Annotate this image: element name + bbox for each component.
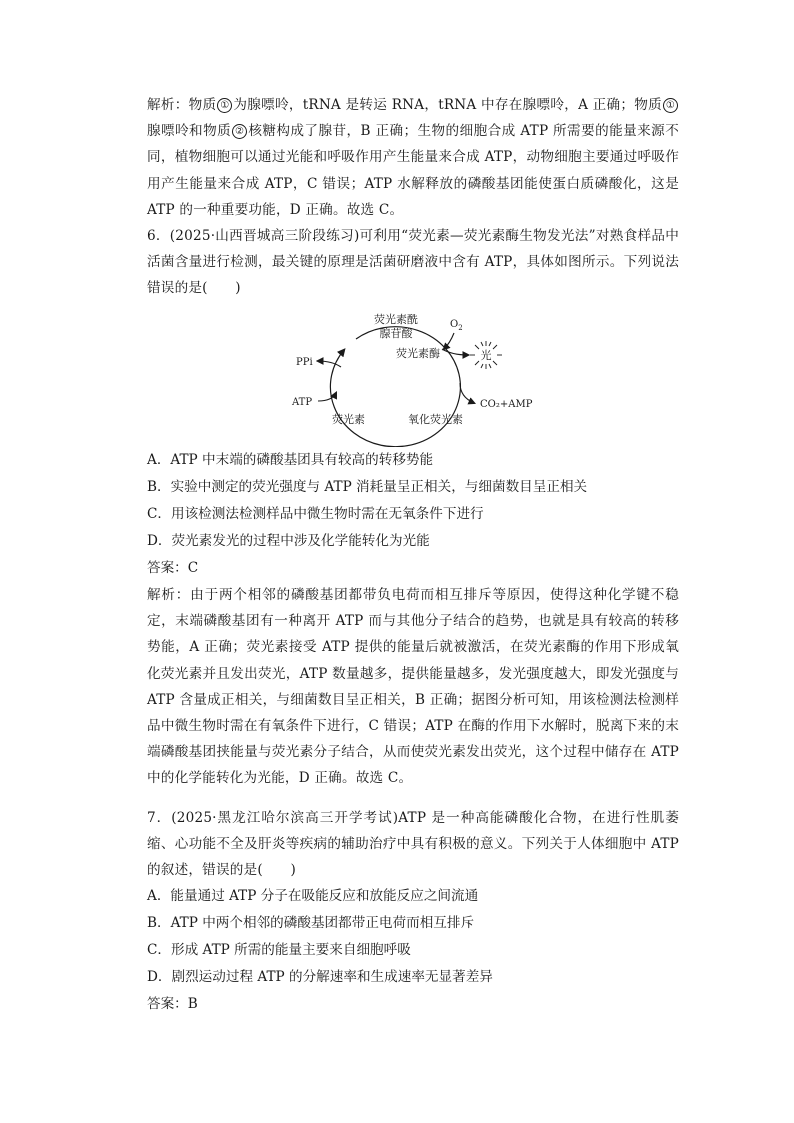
- analysis-q5: 解析：物质 ① 为腺嘌呤，tRNA 是转运 RNA，tRNA 中存在腺嘌呤，A 正确；物质 ①腺嘌呤和物质 ② 核糖构成了腺苷，B 正确；生物的细胞合成 ATP 所需要的能量来源不同，植物细胞可以通过光能和呼吸作用产生能量来合成 ATP，动物细胞主要通过呼吸作用产生能量来合成 ATP，C 错误；ATP 水解释放的磷酸基团能使蛋白质磷酸化，这是 ATP 的一种重要功能，D 正确。故选 C。: [147, 97, 679, 218]
- label-luciferyl-adenylate-2: 腺苷酸: [379, 327, 413, 340]
- o2-input-arrow: [444, 333, 454, 349]
- q6-option-b: B．实验中测定的荧光强度与 ATP 消耗量呈正相关，与细菌数目呈正相关: [147, 479, 588, 495]
- q7-option-b: B．ATP 中两个相邻的磷酸基团都带正电荷而相互排斥: [147, 915, 475, 931]
- atp-input-arrow: [318, 393, 336, 401]
- cycle-arrow: [330, 327, 460, 447]
- q7-answer: 答案：B: [147, 996, 198, 1012]
- analysis-label: 解析：: [147, 97, 189, 113]
- products-output-arrow: [460, 383, 474, 403]
- circled-number-1: ①: [217, 98, 232, 113]
- label-luciferyl-adenylate-1: 荧光素酰: [374, 313, 418, 326]
- q7-option-a: A．能量通过 ATP 分子在吸能反应和放能反应之间流通: [147, 888, 479, 904]
- label-o2: $O_2$: [450, 319, 463, 332]
- question-6-stem: 6．(2025·山西晋城高三阶段练习)可利用“荧光素—荧光素酶生物发光法”对熟食样品中活菌含量进行检测，最关键的原理是活菌研磨液中含有 ATP，具体如图所示。下列说法错误的是( ): [147, 228, 679, 297]
- label-light: 光: [480, 349, 492, 362]
- question-7-stem: 7．(2025·黑龙江哈尔滨高三开学考试)ATP 是一种高能磷酸化合物，在进行性肌萎缩、心功能不全及肝炎等疾病的辅助治疗中具有积极的意义。下列关于人体细胞中 ATP 的叙述，错误的是( ): [147, 810, 679, 879]
- atp-luciferase-diagram: [284, 305, 544, 447]
- q6-option-a: A．ATP 中末端的磷酸基团具有较高的转移势能: [147, 452, 434, 468]
- q6-option-c: C．用该检测法检测样品中微生物时需在无氧条件下进行: [147, 506, 484, 522]
- label-luciferin: 荧光素: [332, 413, 365, 426]
- circled-number-1: ①: [663, 98, 678, 113]
- q6-answer: 答案：C: [147, 560, 199, 576]
- q6-analysis: 解析：由于两个相邻的磷酸基团都带负电荷而相互排斥等原因，使得这种化学键不稳定，末端磷酸基团有一种离开 ATP 而与其他分子结合的趋势，也就是具有较高的转移势能，A 正确；荧光素接受 ATP 提供的能量后就被激活，在荧光素酶的作用下形成氧化荧光素并且发出荧光，ATP 数量越多，提供能量越多，发光强度越大，即发光强度与 ATP 含量成正相关，与细菌数目呈正相关，B 正确；据图分析可知，用该检测法检测样品中微生物时需在有氧条件下进行，C 错误；ATP 在酶的作用下水解时，脱离下来的末端磷酸基团挟能量与荧光素分子结合，从而使荧光素发出荧光，这个过程中储存在 ATP 中的化学能转化为光能，D 正确。故选 C。: [147, 587, 679, 787]
- q6-option-d: D．荧光素发光的过程中涉及化学能转化为光能: [147, 533, 430, 549]
- q7-option-d: D．剧烈运动过程 ATP 的分解速率和生成速率无显著差异: [147, 969, 493, 985]
- label-ppi: PPi: [296, 357, 313, 368]
- q7-option-c: C．形成 ATP 所需的能量主要来自细胞呼吸: [147, 942, 411, 958]
- label-atp: ATP: [292, 397, 313, 408]
- ppi-output-arrow: [318, 361, 341, 367]
- light-output-arrow: [442, 349, 468, 355]
- circled-number-2: ②: [232, 124, 247, 139]
- label-co2-amp: CO₂+AMP: [480, 399, 533, 410]
- label-oxyluciferin: 氧化荧光素: [408, 413, 463, 426]
- label-luciferase: 荧光素酶: [396, 347, 440, 360]
